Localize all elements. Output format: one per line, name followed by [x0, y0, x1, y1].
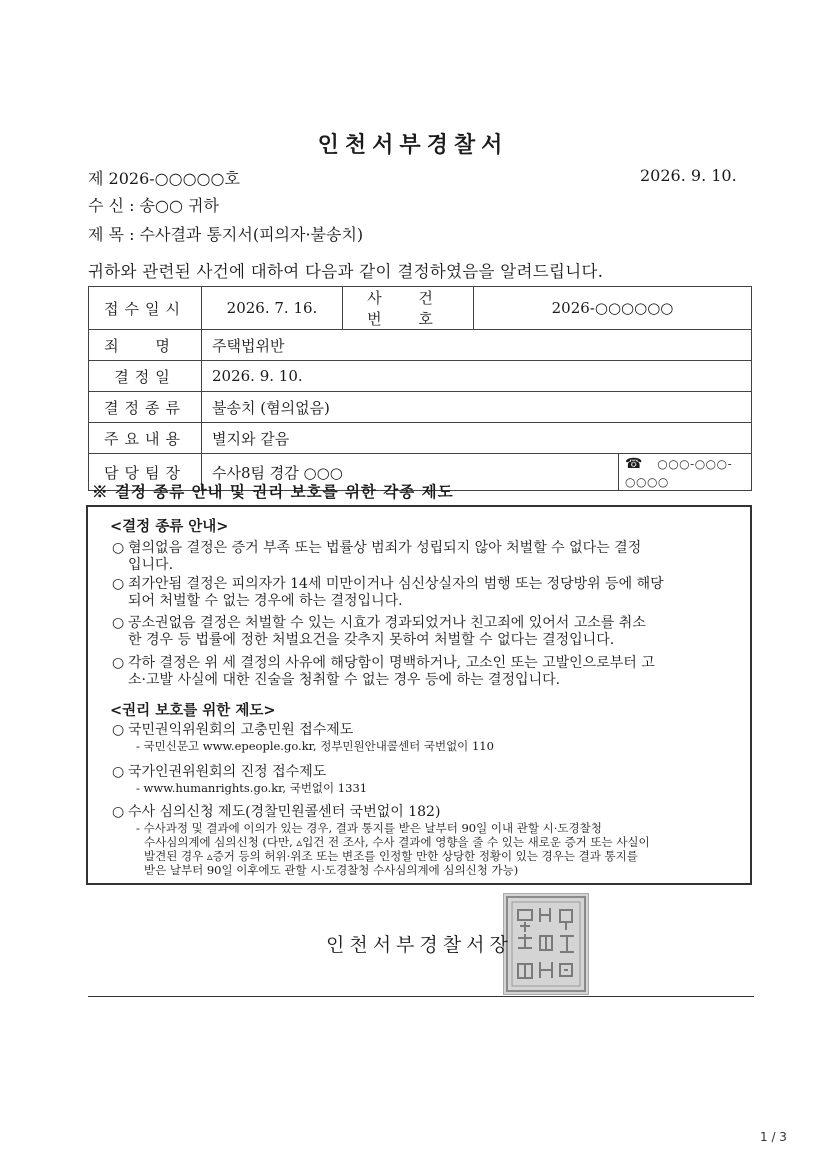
case-info-table: [88, 286, 752, 491]
bullet-icon: ○: [112, 764, 125, 780]
review-line: 수사심의계에 심의신청 (다만, ▵입건 전 조사, 수사 결과에 영향을 줄 수 있는 새로운 증거 또는 사실이: [144, 835, 650, 849]
guide-line: 죄가안됨 결정은 피의자가 14세 미만이거나 심신상실자의 범행 또는 정당방위 등에 해당: [128, 576, 664, 592]
list-item: [112, 655, 742, 689]
bullet-icon: ○: [112, 655, 125, 671]
guide-line: 되어 처벌할 수 없는 경우에 하는 결정입니다.: [128, 593, 403, 609]
decision-date-value: 2026. 9. 10.: [202, 361, 752, 392]
guide-line: 각하 결정은 위 세 결정의 사유에 해당함이 명백하거나, 고소인 또는 고발인으로부터 고: [128, 655, 655, 671]
rights-item-title: 국민권익위원회의 고충민원 접수제도: [128, 722, 354, 738]
decision-date-label: 결정일: [89, 361, 202, 392]
page-number: 1 / 3: [760, 1130, 787, 1144]
main-content-label: 주요내용: [89, 423, 202, 454]
bullet-icon: ○: [112, 722, 125, 738]
recipient: 수 신 : 송○○ 귀하: [88, 196, 219, 215]
rights-item-detail: - 국민신문고 www.epeople.go.kr, 정부민원안내콜센터 국번없이 110: [136, 739, 494, 753]
table-row: [89, 423, 752, 454]
intro-text: 귀하와 관련된 사건에 대하여 다음과 같이 결정하였음을 알려드립니다.: [88, 262, 604, 281]
list-item: [112, 764, 742, 795]
receipt-date-value: 2026. 7. 16.: [202, 287, 343, 330]
review-line: - 수사과정 및 결과에 이의가 있는 경우, 결과 통지를 받은 날부터 90일 이내 관할 시·도경찰청: [136, 821, 602, 835]
review-title: 수사 심의신청 제도(경찰민원콜센터 국번없이 182): [128, 804, 441, 820]
bullet-icon: ○: [112, 615, 125, 631]
doc-date: 2026. 9. 10.: [640, 166, 737, 185]
charge-value: 주택법위반: [202, 330, 752, 361]
list-item: [112, 576, 742, 610]
phone-cell: [619, 454, 752, 491]
case-number-value: 2026-○○○○○○: [474, 287, 752, 330]
info-box: [86, 505, 752, 885]
section-title: ※ 결정 종류 안내 및 권리 보호를 위한 각종 제도: [92, 482, 454, 501]
decision-guide-title: <결정 종류 안내>: [110, 518, 229, 535]
bottom-divider: [88, 996, 754, 997]
guide-line: 한 경우 등 법률에 정한 처벌요건을 갖추지 못하여 처벌할 수 없다는 결정입니다.: [128, 632, 615, 648]
team-value: 수사8팀 경감 ○○○: [202, 454, 619, 491]
table-row: [89, 361, 752, 392]
list-item: [112, 615, 742, 649]
rights-title: <권리 보호를 위한 제도>: [110, 702, 276, 719]
review-line: 발견된 경우 ▵증거 등의 허위·위조 또는 변조를 인정할 만한 상당한 정황이 있는 경우는 결과 통지를: [144, 849, 638, 863]
rights-item-title: 국가인권위원회의 진정 접수제도: [128, 764, 327, 780]
charge-label: 죄 명: [89, 330, 202, 361]
official-seal: [503, 893, 589, 995]
table-row: [89, 287, 752, 330]
review-line: 받은 날부터 90일 이후에도 관할 시·도경찰청 수사심의계에 심의신청 가능): [144, 863, 519, 877]
main-content-value: 별지와 같음: [202, 423, 752, 454]
team-label: 담당팀장: [89, 454, 202, 491]
list-item: [112, 540, 742, 574]
signatory: 인천서부경찰서장: [326, 934, 513, 956]
list-item: [112, 722, 742, 753]
case-number-label: 사 건 번 호: [343, 287, 474, 330]
document-title: 인천서부경찰서: [317, 132, 509, 158]
decision-type-value: 불송치 (혐의없음): [202, 392, 752, 423]
bullet-icon: ○: [112, 540, 125, 556]
seal-pattern-icon: [504, 894, 588, 994]
list-item: [112, 804, 742, 877]
phone-number: ○○○-○○○-○○○○: [625, 457, 733, 489]
table-row: [89, 392, 752, 423]
doc-number: 제 2026-○○○○○호: [88, 169, 240, 188]
guide-line: 혐의없음 결정은 증거 부족 또는 법률상 범죄가 성립되지 않아 처벌할 수 없다는 결정: [128, 540, 642, 556]
guide-line: 입니다.: [128, 557, 174, 573]
rights-item-detail: - www.humanrights.go.kr, 국번없이 1331: [136, 781, 368, 795]
phone-icon: ☎: [625, 456, 643, 472]
decision-type-label: 결정종류: [89, 392, 202, 423]
receipt-date-label: 접수일시: [89, 287, 202, 330]
bullet-icon: ○: [112, 576, 125, 592]
guide-line: 소·고발 사실에 대한 진술을 청취할 수 없는 경우 등에 하는 결정입니다.: [128, 672, 561, 688]
subject: 제 목 : 수사결과 통지서(피의자·불송치): [88, 225, 364, 244]
guide-line: 공소권없음 결정은 처벌할 수 있는 시효가 경과되었거나 친고죄에 있어서 고소를 취소: [128, 615, 646, 631]
table-row: [89, 330, 752, 361]
bullet-icon: ○: [112, 804, 125, 820]
